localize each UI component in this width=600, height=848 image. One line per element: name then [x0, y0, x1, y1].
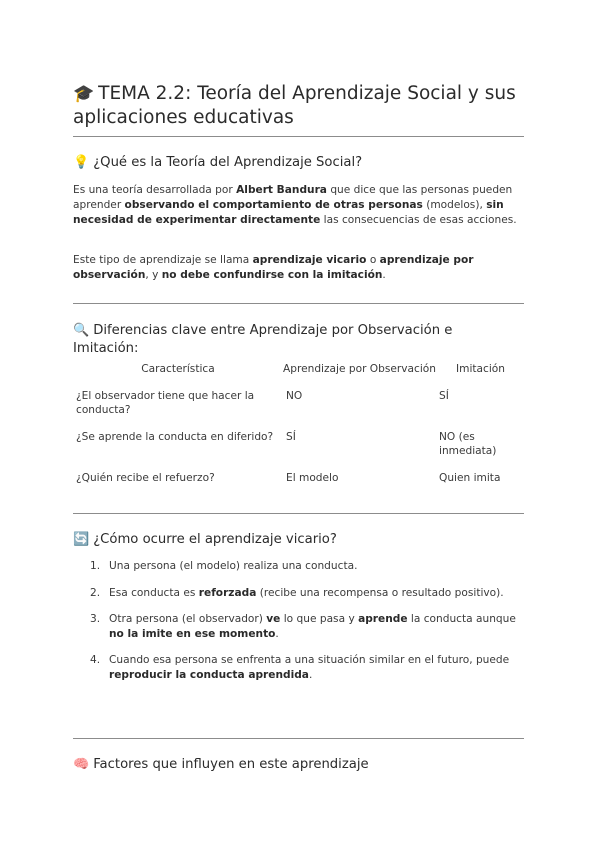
section-heading-factors [73, 756, 369, 774]
bold-text: sin necesidad de experimentar directamente [73, 199, 504, 226]
graduation-cap-icon: 🎓 [73, 84, 95, 104]
list-item-text [109, 613, 516, 640]
table-row [73, 389, 525, 430]
text-run: que dice que las personas pueden aprender [73, 184, 513, 211]
list-number: 3. [90, 613, 101, 625]
bold-text: Albert Bandura [236, 184, 327, 196]
cycle-arrows-icon: 🔄 [73, 532, 90, 547]
text-run: . [308, 668, 313, 681]
table-cell: Quien imita [439, 471, 501, 484]
lightbulb-icon: 💡 [73, 155, 90, 170]
list-item-text [109, 587, 504, 599]
page-title [73, 82, 533, 130]
text-run: o [366, 254, 380, 266]
list-item-text [109, 560, 357, 572]
table-cell: SÍ [286, 430, 296, 443]
section-heading-what-is [73, 154, 362, 172]
brain-icon: 🧠 [73, 757, 90, 772]
steps-list [73, 559, 528, 694]
text-run: (recibe una recompensa o resultado positivo). [256, 586, 504, 599]
table-row [73, 430, 525, 471]
comparison-table [73, 362, 525, 497]
list-number: 1. [90, 560, 101, 572]
divider [73, 136, 524, 137]
table-cell: ¿El observador tiene que hacer la conducta? [76, 389, 255, 416]
divider [73, 513, 524, 514]
text-run: , y [145, 269, 162, 281]
section-heading-differences [73, 322, 513, 358]
list-item [73, 586, 528, 601]
section-heading-text: ¿Qué es la Teoría del Aprendizaje Social? [93, 155, 363, 170]
table-header-cell: Característica [141, 363, 215, 375]
table-cell: NO (es inmediata) [439, 430, 497, 457]
text-run: la conducta aunque [407, 613, 516, 625]
table-header-cell: Imitación [456, 363, 505, 375]
list-number: 2. [90, 586, 101, 599]
bold-text: observando el comportamiento de otras personas [124, 199, 423, 211]
table-cell: ¿Quién recibe el refuerzo? [76, 471, 215, 484]
text-run: . [382, 269, 386, 281]
section-heading-text: ¿Cómo ocurre el aprendizaje vicario? [93, 532, 337, 547]
section-heading-how [73, 531, 337, 549]
text-run: Esa conducta es [109, 586, 199, 599]
paragraph-vicarious [73, 253, 528, 283]
list-number: 4. [90, 654, 101, 666]
bold-text: aprendizaje vicario [252, 254, 367, 266]
text-run: (modelos), [422, 199, 487, 211]
magnifier-icon: 🔍 [73, 323, 90, 338]
bold-text: aprende [358, 613, 408, 625]
list-item [73, 653, 528, 682]
text-run: Otra persona (el observador) [109, 613, 267, 625]
list-item-text [109, 654, 509, 681]
bold-text: no debe confundirse con la imitación [161, 269, 383, 281]
page-title-text: TEMA 2.2: Teoría del Aprendizaje Social y sus aplicaciones educativas [73, 83, 516, 128]
table-row [73, 471, 525, 498]
divider [73, 303, 524, 304]
table-cell: ¿Se aprende la conducta en diferido? [76, 430, 274, 443]
text-run: las consecuencias de esas acciones. [320, 214, 517, 226]
paragraph-definition [73, 183, 528, 228]
text-run: Cuando esa persona se enfrenta a una situación similar en el futuro, puede [109, 654, 510, 666]
list-item [73, 612, 528, 641]
text-run: Una persona (el modelo) realiza una conducta. [109, 560, 358, 572]
divider [73, 738, 524, 739]
bold-text: ve [266, 613, 281, 625]
bold-text: no la imite en ese momento [109, 627, 276, 640]
table-cell: NO [286, 389, 303, 402]
section-heading-text: Factores que influyen en este aprendizaje [93, 757, 369, 772]
table-cell: El modelo [286, 471, 339, 484]
text-run: Es una teoría desarrollada por [73, 184, 237, 196]
table-header-row [73, 362, 525, 389]
bold-text: aprendizaje por observación [73, 254, 474, 281]
text-run: . [275, 627, 279, 640]
table-cell: SÍ [439, 389, 449, 402]
section-heading-text: Diferencias clave entre Aprendizaje por Observación e Imitación: [73, 323, 453, 356]
table-header-cell: Aprendizaje por Observación [283, 363, 436, 375]
bold-text: reproducir la conducta aprendida [109, 668, 309, 681]
bold-text: reforzada [198, 586, 257, 599]
text-run: lo que pasa y [280, 613, 359, 625]
list-item [73, 559, 528, 574]
text-run: Este tipo de aprendizaje se llama [73, 254, 253, 266]
